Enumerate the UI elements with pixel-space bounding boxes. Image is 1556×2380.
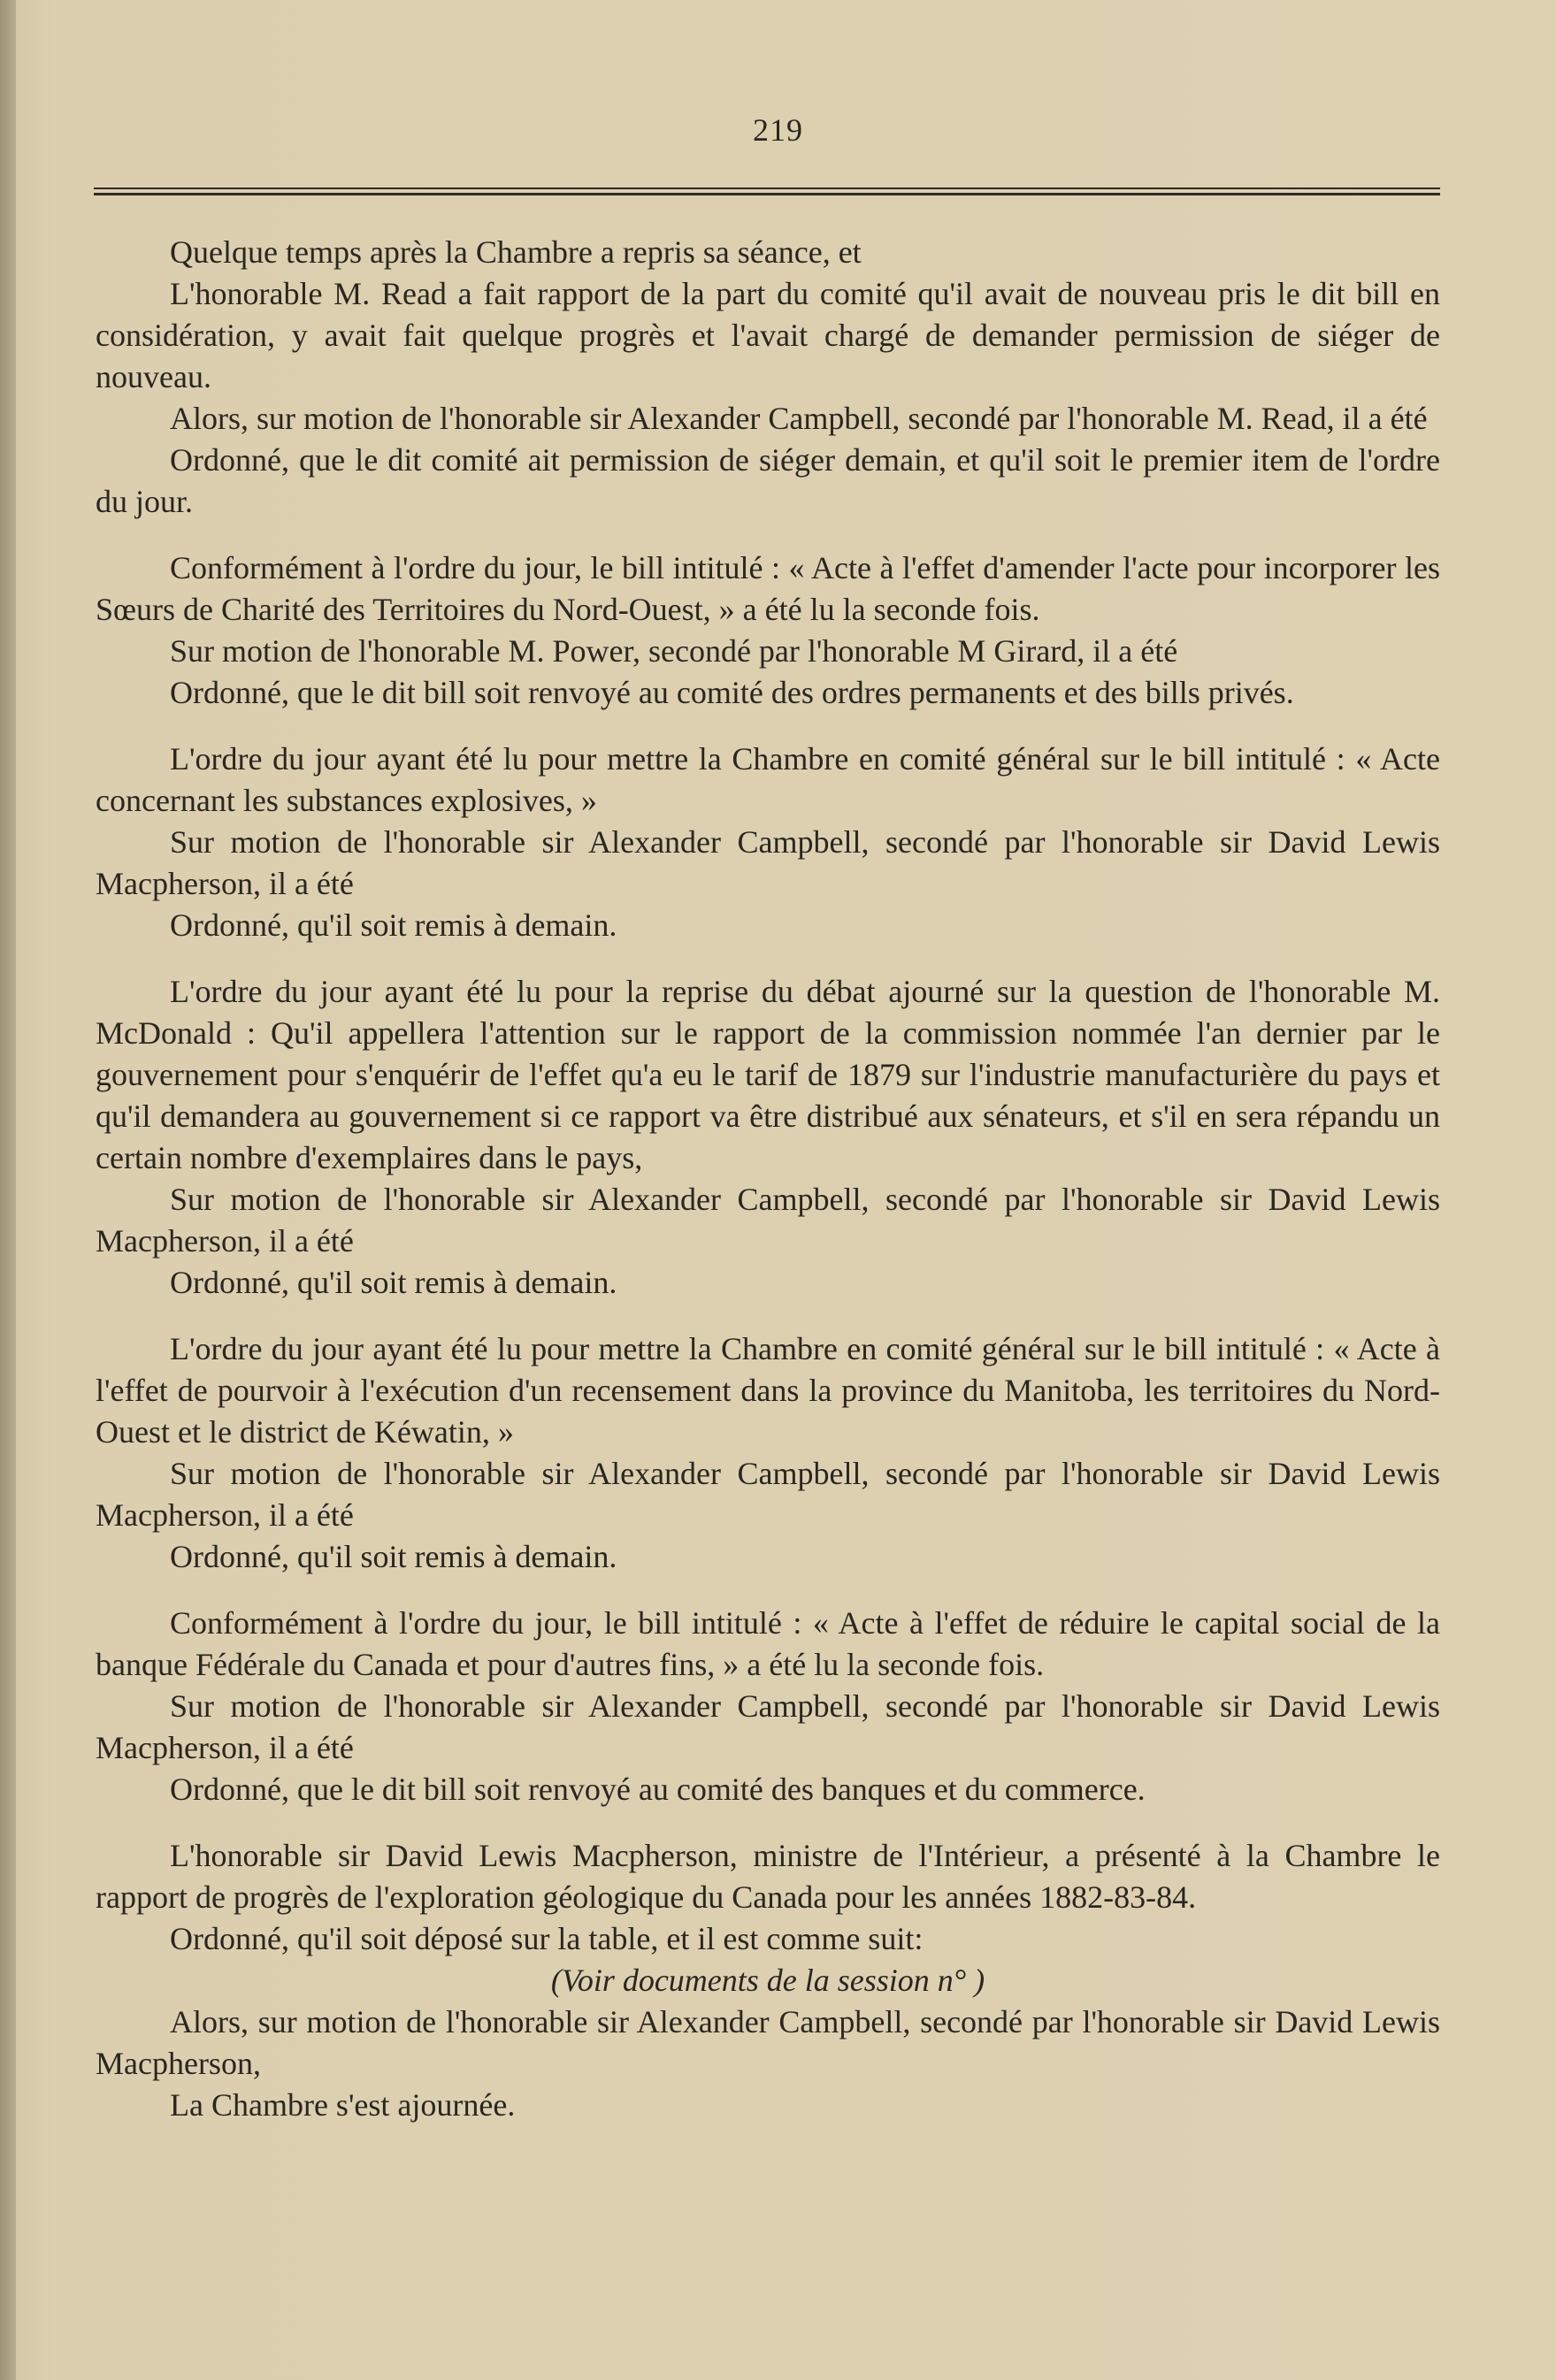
text-line: Sur motion de l'honorable sir Alexander Campbell, secondé par l'honorable sir David Lewis Macpherson, il a été <box>96 1688 1440 1765</box>
session-document-reference: (Voir documents de la session n° ) <box>550 1963 985 1998</box>
text-line: Ordonné, qu'il soit déposé sur la table, et il est comme suit: <box>170 1921 924 1956</box>
text-line: Ordonné, que le dit comité ait permission de siéger demain, et qu'il soit le premier item de l'ordre du jour. <box>96 442 1440 519</box>
paragraph-1 <box>96 232 1440 523</box>
paragraph-4 <box>96 971 1440 1304</box>
text-line: L'honorable M. Read a fait rapport de la part du comité qu'il avait de nouveau pris le dit bill en considération, y avait fait quelque progrès et l'avait chargé de demander permission de siéger de nouveau. <box>96 276 1440 394</box>
text-line: Conformément à l'ordre du jour, le bill intitulé : « Acte à l'effet d'amender l'acte pour incorporer les Sœurs de Charité des Territoires du Nord-Ouest, » a été lu la seconde fois. <box>96 550 1440 627</box>
text-line: Ordonné, qu'il soit remis à demain. <box>170 1539 617 1574</box>
text-line: Ordonné, qu'il soit remis à demain. <box>170 907 617 943</box>
text-line: Alors, sur motion de l'honorable sir Alexander Campbell, secondé par l'honorable sir David Lewis Macpherson, <box>96 2004 1440 2081</box>
text-line: Conformément à l'ordre du jour, le bill intitulé : « Acte à l'effet de réduire le capital social de la banque Fédérale du Canada et pour d'autres fins, » a été lu la seconde fois. <box>96 1605 1440 1682</box>
text-line: L'ordre du jour ayant été lu pour mettre la Chambre en comité général sur le bill intitulé : « Acte à l'effet de pourvoir à l'exécution d'un recensement dans la province du Manitoba, les territoires du Nord-Ouest et le district de Kéwatin, » <box>96 1331 1440 1450</box>
text-line: L'ordre du jour ayant été lu pour mettre la Chambre en comité général sur le bill intitulé : « Acte concernant les substances explosives, » <box>96 741 1440 818</box>
binding-gutter <box>0 0 16 2380</box>
page-number: 219 <box>753 112 803 148</box>
header-rule-thin <box>94 187 1440 189</box>
text-line: Quelque temps après la Chambre a repris sa séance, et <box>170 234 862 270</box>
header-rule-thick <box>94 193 1440 195</box>
text-line: Ordonné, que le dit bill soit renvoyé au comité des banques et du commerce. <box>170 1772 1146 1807</box>
paragraph-5 <box>96 1328 1440 1578</box>
paragraph-2 <box>96 547 1440 714</box>
text-line: Sur motion de l'honorable sir Alexander Campbell, secondé par l'honorable sir David Lewis Macpherson, il a été <box>96 1182 1440 1259</box>
text-line: L'ordre du jour ayant été lu pour la reprise du débat ajourné sur la question de l'honorable M. McDonald : Qu'il appellera l'attention sur le rapport de la commission nommée l'an dernier par le gouvernement pour s'enquérir de l'effet qu'a eu le tarif de 1879 sur l'industrie manufacturière du pays et qu'il demandera au gouvernement si ce rapport va être distribué aux sénateurs, et s'il en sera répandu un certain nombre d'exemplaires dans le pays, <box>96 974 1440 1175</box>
text-line: Sur motion de l'honorable M. Power, secondé par l'honorable M Girard, il a été <box>170 633 1178 669</box>
body-text <box>96 232 1440 2126</box>
paragraph-6 <box>96 1603 1440 1810</box>
adjournment-line: La Chambre s'est ajournée. <box>170 2087 516 2123</box>
text-line: Alors, sur motion de l'honorable sir Alexander Campbell, secondé par l'honorable M. Read, il a été <box>170 401 1428 436</box>
paragraph-7 <box>96 1835 1440 2126</box>
text-line: L'honorable sir David Lewis Macpherson, ministre de l'Intérieur, a présenté à la Chambre le rapport de progrès de l'exploration géologique du Canada pour les années 1882-83-84. <box>96 1838 1440 1915</box>
text-line: Sur motion de l'honorable sir Alexander Campbell, secondé par l'honorable sir David Lewis Macpherson, il a été <box>96 1456 1440 1533</box>
text-line: Sur motion de l'honorable sir Alexander Campbell, secondé par l'honorable sir David Lewis Macpherson, il a été <box>96 824 1440 901</box>
text-line: Ordonné, qu'il soit remis à demain. <box>170 1265 617 1300</box>
text-line: Ordonné, que le dit bill soit renvoyé au comité des ordres permanents et des bills privés. <box>170 675 1294 710</box>
paragraph-3 <box>96 738 1440 946</box>
